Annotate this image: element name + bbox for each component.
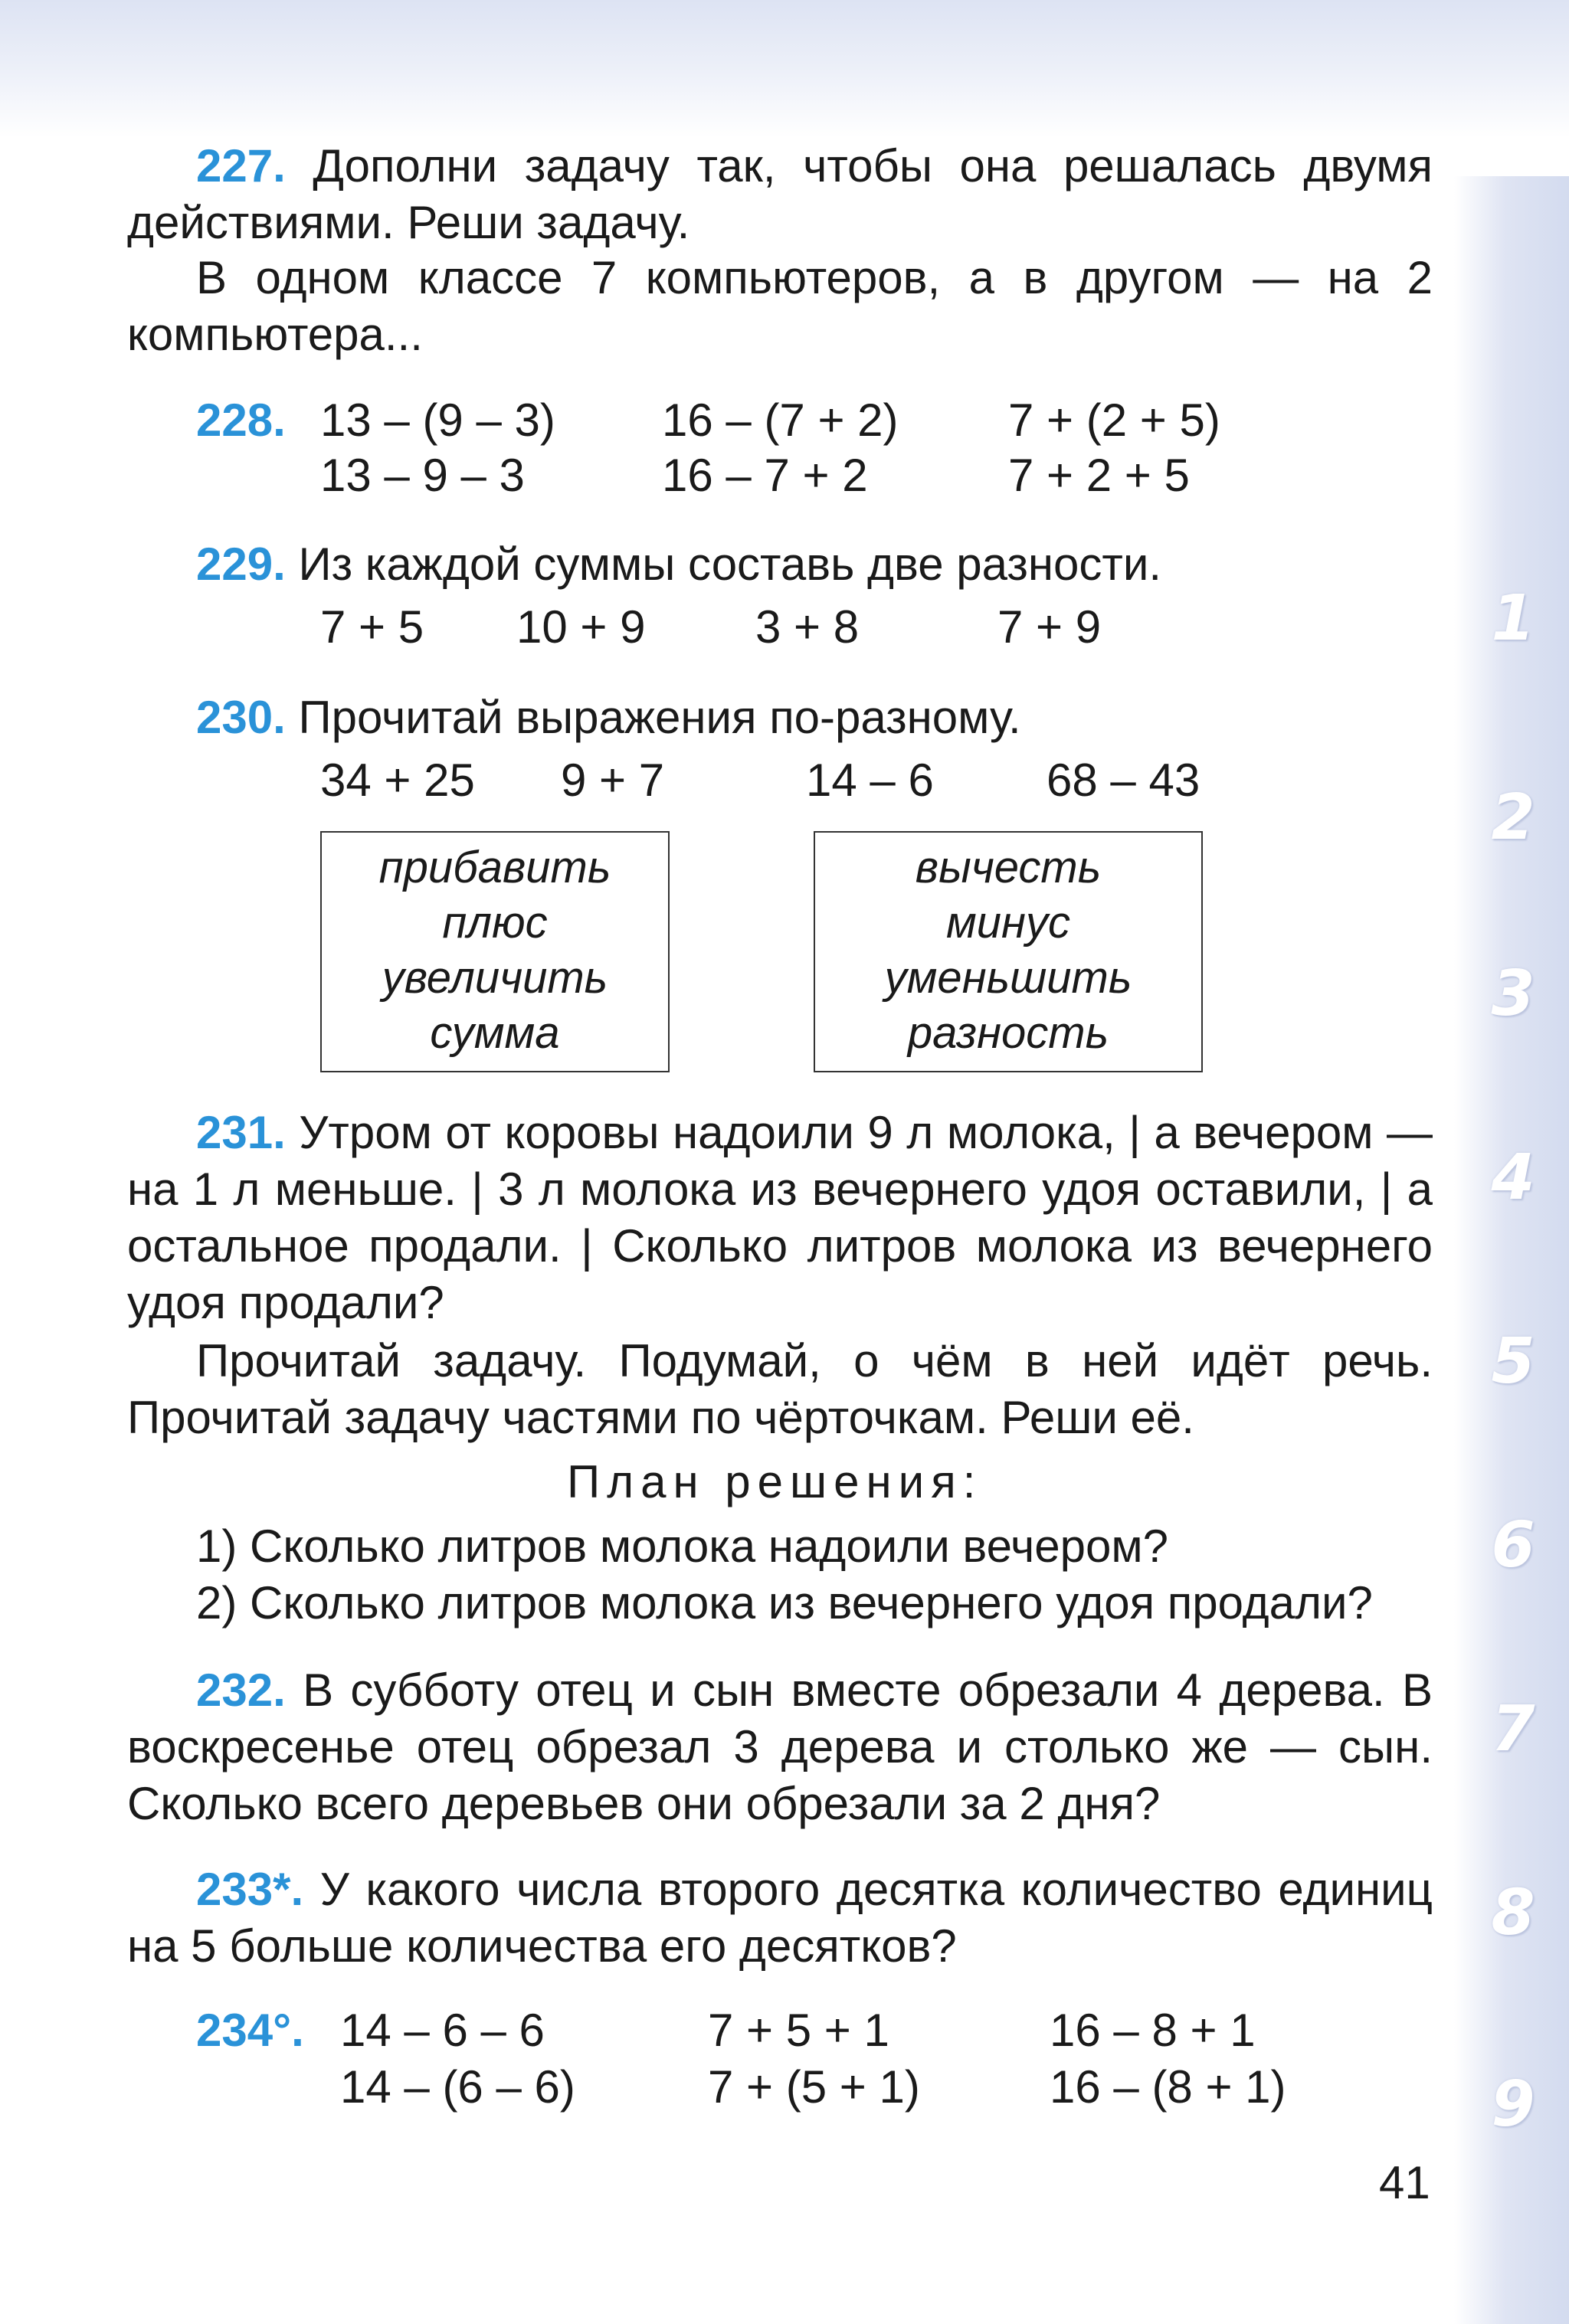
expression: 13 – (9 – 3) bbox=[320, 394, 555, 446]
word: уменьшить bbox=[884, 953, 1132, 1003]
expression: 3 + 8 bbox=[755, 601, 860, 653]
plan-title: План решения: bbox=[567, 1456, 983, 1507]
chapter-tab-1: 1 bbox=[1491, 582, 1535, 655]
task-229 bbox=[196, 536, 1161, 593]
expression: 7 + (5 + 1) bbox=[708, 2061, 920, 2113]
task-231-instruction: Прочитай задачу. Подумай, о чём в ней идёт речь. Прочитай задачу частями по чёрточкам. Реши её. bbox=[127, 1335, 1433, 1443]
task-number: 233*. bbox=[196, 1864, 304, 1915]
word: вычесть bbox=[915, 843, 1102, 892]
task-text: Из каждой суммы составь две разности. bbox=[285, 538, 1162, 590]
chapter-tab-6: 6 bbox=[1491, 1509, 1535, 1582]
chapter-tab-2: 2 bbox=[1491, 781, 1535, 854]
task-text: В субботу отец и сын вместе обрезали 4 дерева. В воскресенье отец обрезал 3 дерева и столько же — сын. Сколько всего деревьев они обрезали за 2 дня? bbox=[127, 1664, 1433, 1829]
task-233 bbox=[127, 1861, 1433, 1975]
word: сумма bbox=[430, 1008, 560, 1058]
task-number: 227. bbox=[196, 140, 286, 191]
expression: 68 – 43 bbox=[1047, 754, 1200, 806]
plan-step: 1) Сколько литров молока надоили вечером? bbox=[196, 1520, 1168, 1572]
word: увеличить bbox=[382, 953, 608, 1003]
expression: 7 + 9 bbox=[997, 601, 1102, 653]
task-number: 232. bbox=[196, 1664, 286, 1716]
expression: 9 + 7 bbox=[561, 754, 665, 806]
addition-words-box bbox=[320, 831, 670, 1072]
expression: 14 – (6 – 6) bbox=[340, 2061, 575, 2113]
expression: 16 – 8 + 1 bbox=[1050, 2005, 1256, 2056]
task-number: 230. bbox=[196, 692, 286, 743]
expression: 10 + 9 bbox=[516, 601, 646, 653]
expression: 16 – (7 + 2) bbox=[662, 394, 899, 446]
expression: 16 – (8 + 1) bbox=[1050, 2061, 1286, 2113]
task-232 bbox=[127, 1662, 1433, 1832]
expression: 7 + 5 bbox=[320, 601, 424, 653]
expression: 14 – 6 bbox=[806, 754, 934, 806]
word: минус bbox=[946, 898, 1070, 948]
word: плюс bbox=[442, 898, 548, 948]
word: разность bbox=[907, 1008, 1109, 1058]
expression: 13 – 9 – 3 bbox=[320, 450, 525, 501]
task-text: Прочитай выражения по-разному. bbox=[285, 692, 1021, 743]
chapter-tab-8: 8 bbox=[1491, 1877, 1535, 1949]
task-227-condition: В одном классе 7 компьютеров, а в другом — на 2 компьютера... bbox=[127, 252, 1433, 360]
task-228-number bbox=[196, 392, 286, 449]
plan-step: 2) Сколько литров молока из вечернего удоя продали? bbox=[196, 1577, 1373, 1628]
chapter-tab-3: 3 bbox=[1491, 957, 1535, 1030]
word: прибавить bbox=[378, 843, 611, 892]
chapter-tab-9: 9 bbox=[1491, 2068, 1535, 2141]
expression: 7 + 5 + 1 bbox=[708, 2005, 889, 2056]
task-number: 231. bbox=[196, 1107, 286, 1158]
chapter-tab-7: 7 bbox=[1491, 1693, 1535, 1766]
task-text: Дополни задачу так, чтобы она решалась двумя действиями. Реши задачу. bbox=[127, 140, 1433, 248]
task-227 bbox=[127, 138, 1433, 251]
task-230 bbox=[196, 689, 1021, 746]
task-number: 228. bbox=[196, 394, 286, 446]
page-number: 41 bbox=[1379, 2157, 1430, 2208]
task-number: 234°. bbox=[196, 2005, 304, 2056]
task-234-number bbox=[196, 2002, 304, 2059]
expression: 14 – 6 – 6 bbox=[340, 2005, 545, 2056]
task-231 bbox=[127, 1105, 1433, 1331]
subtraction-words-box bbox=[814, 831, 1203, 1072]
chapter-tab-4: 4 bbox=[1491, 1141, 1535, 1214]
expression: 34 + 25 bbox=[320, 754, 475, 806]
expression: 7 + (2 + 5) bbox=[1008, 394, 1220, 446]
task-text: Утром от коровы надоили 9 л молока, | а вечером — на 1 л меньше. | 3 л молока из вечернего удоя оставили, | а остальное продали. | Сколько литров молока из вечернего удоя продали? bbox=[127, 1107, 1433, 1328]
task-number: 229. bbox=[196, 538, 286, 590]
expression: 7 + 2 + 5 bbox=[1008, 450, 1190, 501]
chapter-tab-5: 5 bbox=[1491, 1325, 1535, 1398]
expression: 16 – 7 + 2 bbox=[662, 450, 868, 501]
task-text: У какого числа второго десятка количество единиц на 5 больше количества его десятков? bbox=[127, 1864, 1433, 1972]
